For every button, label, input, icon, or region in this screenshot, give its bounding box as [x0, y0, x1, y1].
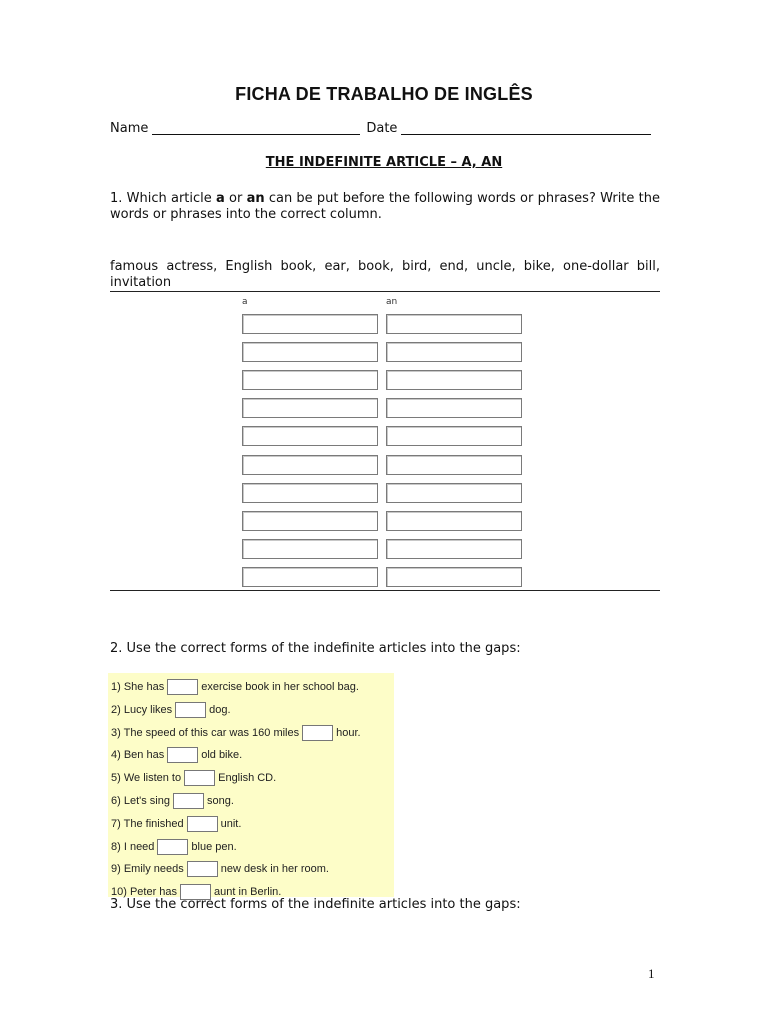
gap-item-after: old bike. — [201, 749, 243, 762]
answer-box-an[interactable] — [386, 483, 522, 503]
divider-bottom — [110, 590, 660, 591]
answer-box-an[interactable] — [386, 342, 522, 362]
name-date-line — [110, 121, 660, 136]
gap-item-after: new desk in her room. — [220, 863, 329, 876]
divider-top — [110, 291, 660, 292]
gap-input[interactable] — [167, 679, 198, 695]
gap-item-after: exercise book in her school bag. — [201, 681, 359, 693]
gap-item — [111, 677, 359, 697]
gap-input[interactable] — [187, 816, 218, 832]
gap-item-before: 4) Ben has — [111, 749, 165, 762]
answer-box-a[interactable] — [242, 455, 378, 475]
gap-item — [111, 859, 329, 879]
answer-box-a[interactable] — [242, 483, 378, 503]
gap-item-before: 5) We listen to — [111, 772, 182, 785]
gap-item-after: aunt in Berlin. — [214, 886, 282, 899]
gap-item-before: 8) I need — [111, 840, 155, 853]
gap-input[interactable] — [302, 725, 333, 741]
gap-input[interactable] — [173, 793, 204, 809]
gap-item — [111, 791, 234, 811]
gap-item-after: English CD. — [218, 772, 277, 785]
answer-box-an[interactable] — [386, 511, 522, 531]
gap-item-before: 10) Peter has — [111, 886, 178, 899]
answer-box-a[interactable] — [242, 370, 378, 390]
gap-item — [111, 814, 241, 834]
answer-box-a[interactable] — [242, 426, 378, 446]
gap-input[interactable] — [167, 747, 198, 763]
answer-box-an[interactable] — [386, 455, 522, 475]
gap-item-before: 1) She has — [111, 681, 165, 693]
gap-item-after: hour. — [336, 726, 361, 739]
gap-fill-panel — [108, 673, 394, 897]
gap-item — [111, 723, 361, 743]
answer-box-an[interactable] — [386, 426, 522, 446]
name-label: Name — [110, 121, 149, 136]
date-field[interactable] — [401, 122, 651, 135]
gap-item-before: 6) Let's sing — [111, 795, 170, 807]
answer-box-a[interactable] — [242, 314, 378, 334]
answer-box-a[interactable] — [242, 511, 378, 531]
answer-box-an[interactable] — [386, 539, 522, 559]
instruction-middle: or — [224, 191, 247, 206]
gap-input[interactable] — [187, 861, 218, 877]
answer-box-a[interactable] — [242, 398, 378, 418]
gap-item-after: dog. — [209, 703, 231, 716]
gap-item — [111, 700, 231, 720]
gap-item-after: blue pen. — [191, 840, 237, 853]
date-label: Date — [366, 121, 398, 136]
gap-item — [111, 837, 237, 857]
gap-input[interactable] — [184, 770, 215, 786]
article-a-bold: a — [216, 191, 225, 206]
word-list: famous actress, English book, ear, book, bird, end, uncle, bike, one-dollar bill, invitation — [110, 259, 660, 290]
gap-item — [111, 745, 242, 765]
gap-input[interactable] — [175, 702, 206, 718]
answer-box-an[interactable] — [386, 314, 522, 334]
answer-box-an[interactable] — [386, 567, 522, 587]
exercise-3-instruction: 3. Use the correct forms of the indefinite articles into the gaps: — [110, 897, 521, 912]
instruction-prefix: 1. Which article — [110, 191, 216, 206]
name-field[interactable] — [152, 122, 360, 135]
gap-item-after: unit. — [220, 817, 242, 830]
gap-item — [111, 768, 276, 788]
gap-item-after: song. — [206, 795, 234, 807]
gap-item-before: 2) Lucy likes — [111, 703, 173, 716]
article-an-bold: an — [246, 191, 265, 206]
page-number: 1 — [648, 966, 655, 981]
gap-item-before: 9) Emily needs — [111, 863, 184, 876]
gap-input[interactable] — [157, 839, 188, 855]
exercise-1-instruction — [110, 191, 660, 223]
gap-item-before: 3) The speed of this car was 160 miles — [111, 726, 300, 739]
column-header-a: a — [242, 297, 248, 307]
page-title: FICHA DE TRABALHO DE INGLÊS — [235, 84, 533, 104]
answer-box-a[interactable] — [242, 342, 378, 362]
instruction-suffix: can be put before the following words or phrases? Write the words or phrases into the correct column. — [110, 191, 660, 222]
column-header-an: an — [386, 297, 398, 307]
answer-box-a[interactable] — [242, 539, 378, 559]
section-subtitle: THE INDEFINITE ARTICLE – A, AN — [265, 155, 503, 170]
exercise-2-instruction: 2. Use the correct forms of the indefinite articles into the gaps: — [110, 641, 521, 656]
answer-box-an[interactable] — [386, 398, 522, 418]
answer-box-a[interactable] — [242, 567, 378, 587]
answer-box-an[interactable] — [386, 370, 522, 390]
gap-item-before: 7) The finished — [111, 817, 184, 830]
